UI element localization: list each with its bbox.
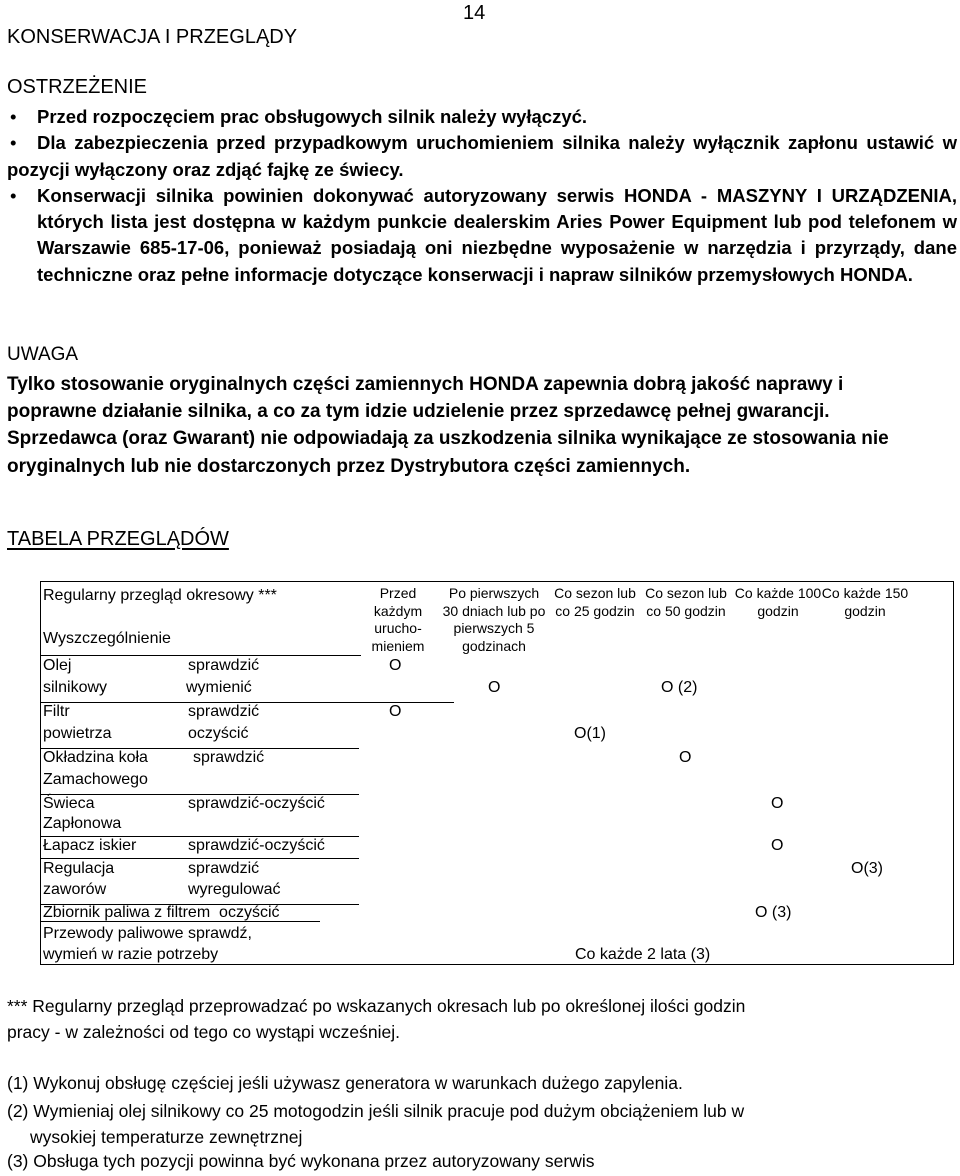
row-action: sprawdzić-oczyścić [188, 795, 325, 812]
row-mark: O [771, 837, 784, 854]
row-item: Łapacz iskier [43, 837, 137, 854]
page-number: 14 [463, 2, 486, 24]
row-item: powietrza [43, 725, 112, 742]
footnote-2: (2) Wymieniaj olej silnikowy co 25 motogodzin jeśli silnik pracuje pod dużym obciążeniem lub w [7, 1101, 745, 1121]
row-item: Przewody paliwowe sprawdź, [43, 925, 252, 942]
row-mark: O [389, 657, 402, 674]
column-header: Po pierwszych 30 dniach lub po pierwszych 5 godzinach [442, 585, 546, 654]
row-mark: O [771, 795, 784, 812]
row-item: Zamachowego [43, 771, 148, 788]
row-mark: O [679, 749, 692, 766]
column-header: Co sezon lub co 50 godzin [645, 585, 727, 619]
footnote-3: (3) Obsługa tych pozycji powinna być wykonana przez autoryzowany serwis [7, 1151, 595, 1171]
section-title: KONSERWACJA I PRZEGLĄDY [7, 26, 298, 48]
row-action: sprawdzić [188, 657, 260, 674]
row-item: Filtr [43, 703, 70, 720]
table-heading-text: TABELA PRZEGLĄDÓW [7, 528, 229, 550]
table-heading [7, 528, 229, 551]
table-rule [40, 655, 361, 656]
footnote-stars: pracy - w zależności od tego co wystąpi wcześniej. [7, 1022, 400, 1042]
row-action: sprawdzić-oczyścić [188, 837, 325, 854]
row-item: Regulacja [43, 860, 115, 877]
warning-list [7, 104, 957, 288]
footnote-stars: *** Regularny przegląd przeprowadzać po wskazanych okresach lub po określonej ilości godzin [7, 996, 746, 1016]
row-mark: O [389, 703, 402, 720]
row-item: silnikowy [43, 679, 108, 696]
row-mark: O(3) [851, 860, 883, 877]
row-mark: O (2) [661, 679, 698, 696]
row-action: oczyścić [188, 725, 249, 742]
row-action: sprawdzić [188, 860, 260, 877]
column-header: Co sezon lub co 25 godzin [554, 585, 636, 619]
table-rule [40, 858, 359, 859]
row-action: sprawdzić [188, 703, 260, 720]
warning-heading: OSTRZEŻENIE [7, 76, 148, 98]
table-header-regular: Regularny przegląd okresowy *** [43, 587, 277, 604]
warning-item: • Dla zabezpieczenia przed przypadkowym uruchomieniem silnika należy wyłącznik zapłonu ustawić w pozycji wyłączony oraz zdjąć fajkę ze świecy. [7, 130, 957, 183]
column-header: Przed każdym urucho-mieniem [371, 585, 425, 654]
row-item: wymień w razie potrzeby [43, 946, 219, 963]
row-item: Świeca [43, 795, 95, 812]
row-item: zaworów [43, 881, 107, 898]
row-item: Olej [43, 657, 72, 674]
row-item: Okładzina koła [43, 749, 148, 766]
column-header: Co każde 100 godzin [734, 585, 822, 619]
warning-item: • Konserwacji silnika powinien dokonywać autoryzowany serwis HONDA - MASZYNY I URZĄDZENIA, których lista jest dostępna w każdym punkcie dealerskim Aries Power Equipment lub pod telefonem w Warszawie 685-17-06, ponieważ posiadają oni niezbędne wyposażenie w narzędzia i przyrządy, dane techniczne oraz pełne informacje dotyczące konserwacji i napraw silników przemysłowych HONDA. [7, 183, 957, 288]
footnote-1: (1) Wykonuj obsługę częściej jeśli używasz generatora w warunkach dużego zapylenia. [7, 1073, 683, 1093]
note-heading: UWAGA [7, 344, 79, 365]
row-mark: Co każde 2 lata (3) [575, 946, 711, 963]
footnote-2: wysokiej temperaturze zewnętrznej [30, 1127, 303, 1147]
row-mark: O [488, 679, 501, 696]
row-item: Zbiornik paliwa z filtrem oczyścić [43, 904, 280, 921]
warning-item: • Przed rozpoczęciem prac obsługowych silnik należy wyłączyć. [7, 104, 957, 130]
table-header-detail: Wyszczególnienie [43, 630, 171, 647]
row-action: wyregulować [188, 881, 281, 898]
row-action: sprawdzić [193, 749, 265, 766]
row-action: wymienić [186, 679, 252, 696]
note-text: Tylko stosowanie oryginalnych części zamiennych HONDA zapewnia dobrą jakość naprawy i poprawne działanie silnika, a co za tym idzie udzielenie przez sprzedawcę pełnej gwarancji. Sprzedawca (oraz Gwarant) nie odpowiadają za uszkodzenia silnika wynikające ze stosowania nie oryginalnych lub nie dostarczonych przez Dystrybutora części zamiennych. [7, 374, 889, 477]
row-item: Zapłonowa [43, 815, 122, 832]
row-mark: O(1) [574, 725, 606, 742]
column-header: Co każde 150 godzin [821, 585, 909, 619]
row-mark: O (3) [755, 904, 792, 921]
